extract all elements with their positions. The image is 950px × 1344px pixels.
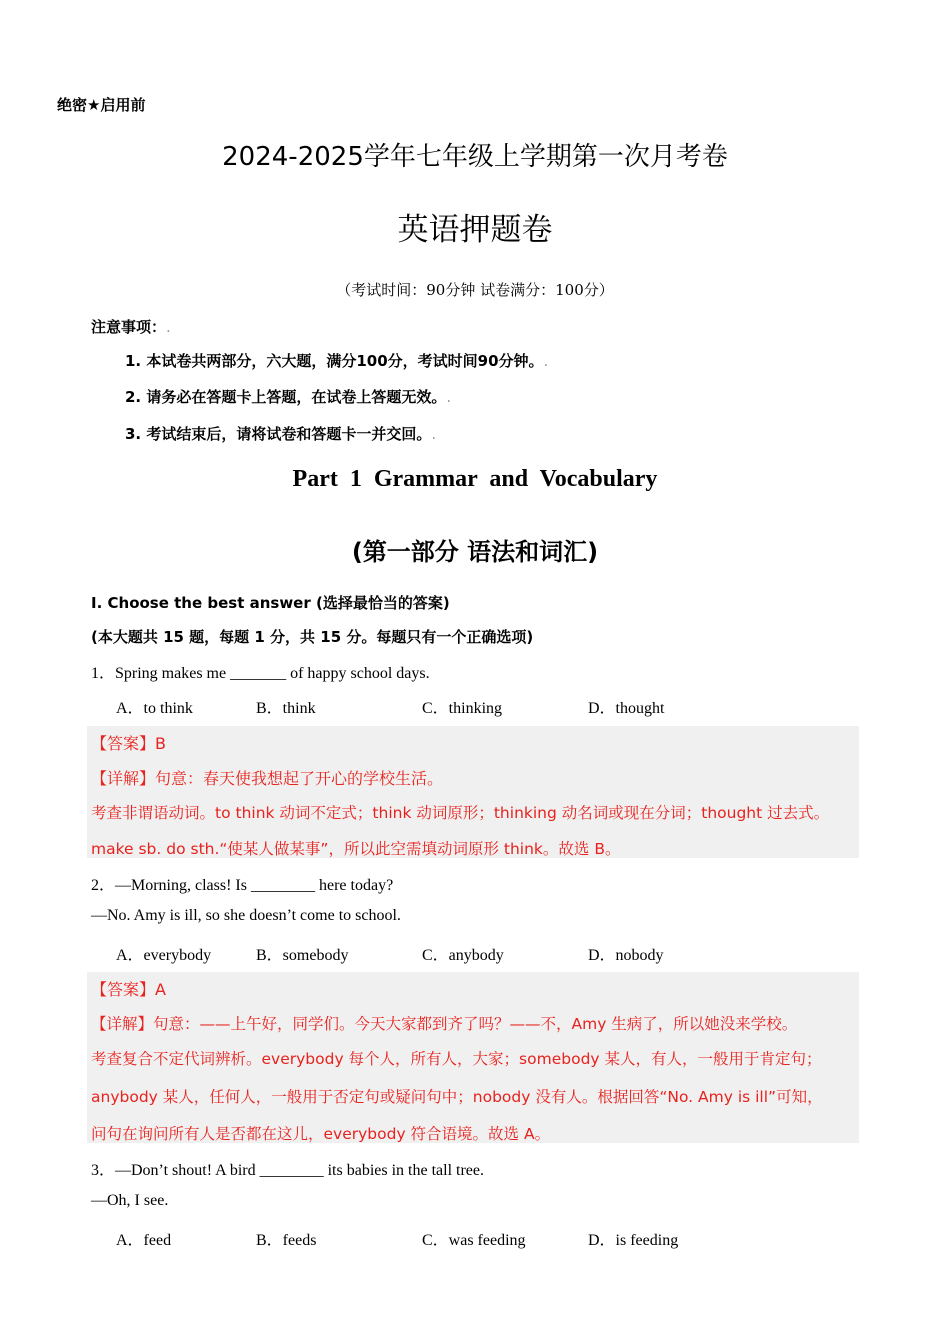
option-a: A．feed: [116, 1232, 172, 1249]
option-b: B．think: [256, 700, 316, 717]
notice-item: [125, 386, 451, 407]
option-c: C．anybody: [422, 947, 504, 964]
notice-heading-text: 注意事项：: [91, 318, 167, 336]
notice-mark: .: [446, 388, 452, 406]
explanation-line: 考查复合不定代词辨析。everybody 每个人，所有人，大家；somebody 某人，有人，一般用于肯定句；: [91, 1050, 822, 1068]
question-stem: 1．Spring makes me _______ of happy school days.: [91, 665, 430, 682]
section-heading: I. Choose the best answer (选择最恰当的答案): [91, 594, 450, 612]
explanation-line: 【详解】句意：春天使我想起了开心的学校生活。: [91, 769, 444, 788]
section-instructions: (本大题共 15 题，每题 1 分，共 15 分。每题只有一个正确选项): [91, 628, 534, 646]
exam-info: （考试时间：90分钟 试卷满分：100分）: [336, 281, 614, 299]
option-c: C．thinking: [422, 700, 503, 717]
question-stem: 2．—Morning, class! Is ________ here today?: [91, 877, 394, 894]
option-b: B．feeds: [256, 1232, 317, 1249]
notice-mark: .: [431, 425, 437, 443]
explanation-line: 问句在询问所有人是否都在这儿，everybody 符合语境。故选 A。: [91, 1125, 551, 1143]
notice-item: [125, 350, 548, 371]
question-stem: 3．—Don’t shout! A bird ________ its babies in the tall tree.: [91, 1162, 485, 1179]
option-b: B．somebody: [256, 947, 349, 964]
question-dialogue: —Oh, I see.: [91, 1192, 169, 1209]
option-d: D．nobody: [588, 947, 664, 964]
notice-item: [125, 423, 436, 444]
option-c: C．was feeding: [422, 1232, 526, 1249]
exam-title: 2024-2025学年七年级上学期第一次月考卷: [222, 142, 728, 172]
explanation-line: anybody 某人，任何人，一般用于否定句或疑问句中；nobody 没有人。根据回答“No. Amy is ill”可知，: [91, 1088, 823, 1106]
answer-label: 【答案】A: [91, 980, 166, 999]
notice-mark: .: [166, 318, 171, 336]
part-title: Part 1 Grammar and Vocabulary: [292, 466, 658, 492]
exam-subtitle: 英语押题卷: [397, 212, 553, 248]
option-a: A．to think: [116, 700, 193, 717]
question-dialogue: —No. Amy is ill, so she doesn’t come to school.: [91, 907, 401, 924]
option-a: A．everybody: [116, 947, 212, 964]
notice-mark: .: [543, 352, 549, 370]
notice-item-text: 1. 本试卷共两部分，六大题，满分100分，考试时间90分钟。: [125, 352, 544, 370]
confidential-label: 绝密★启用前: [57, 96, 146, 114]
option-d: D．thought: [588, 700, 665, 717]
notice-item-text: 3. 考试结束后，请将试卷和答题卡一并交回。: [125, 425, 432, 443]
part-title-cn: (第一部分 语法和词汇): [351, 538, 599, 566]
option-d: D．is feeding: [588, 1232, 679, 1249]
answer-label: 【答案】B: [91, 734, 166, 753]
explanation-line: make sb. do sth.“使某人做某事”，所以此空需填动词原形 think。故选 B。: [91, 840, 621, 858]
notice-heading: [91, 316, 171, 337]
notice-item-text: 2. 请务必在答题卡上答题，在试卷上答题无效。: [125, 388, 447, 406]
explanation-line: 考查非谓语动词。to think 动词不定式；think 动词原形；thinking 动名词或现在分词；thought 过去式。: [91, 804, 830, 822]
explanation-line: 【详解】句意：——上午好，同学们。今天大家都到齐了吗？——不，Amy 生病了，所以她没来学校。: [91, 1015, 798, 1033]
